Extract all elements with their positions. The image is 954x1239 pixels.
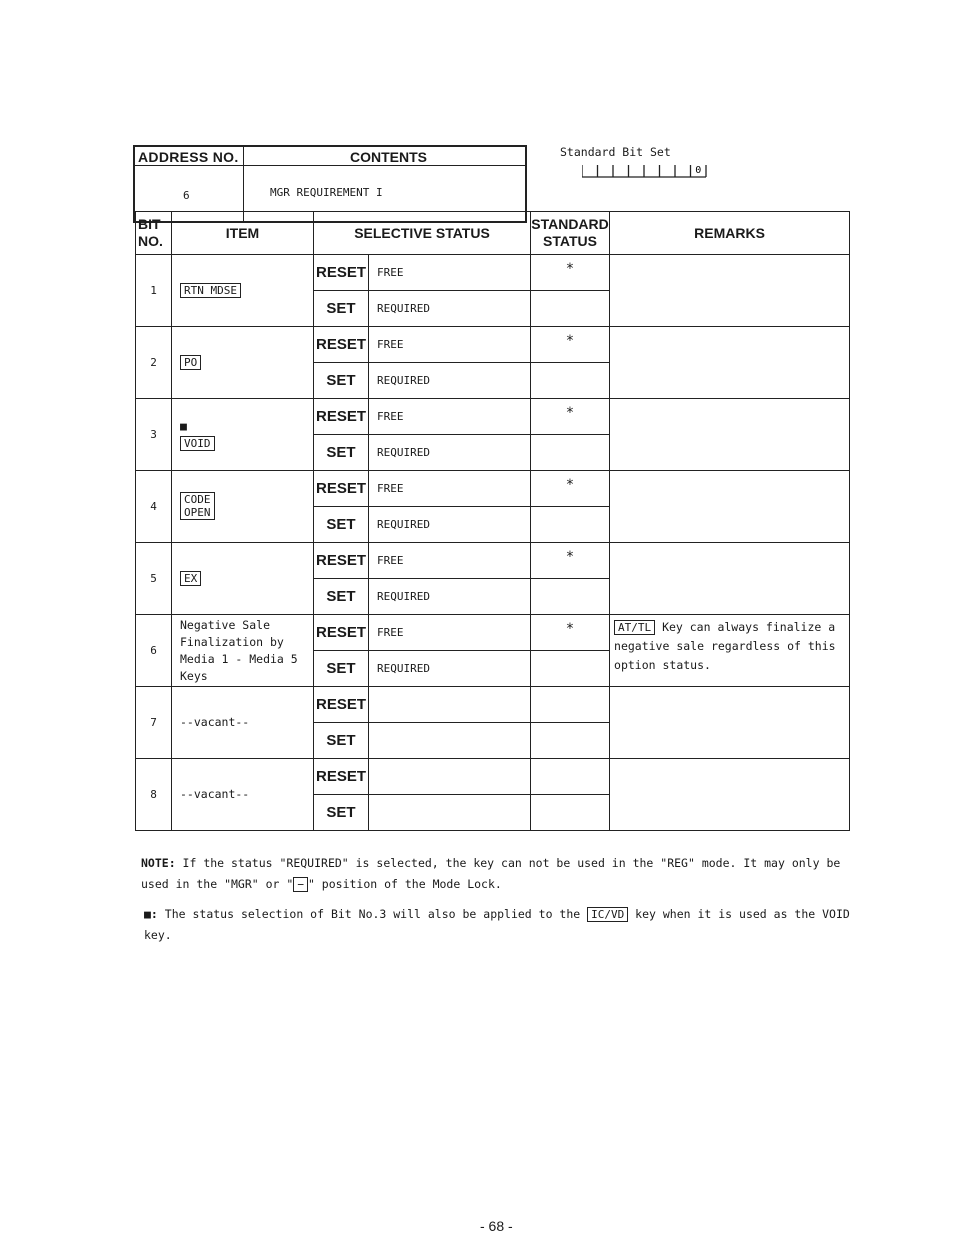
- standard-mark: *: [531, 399, 610, 435]
- note-text-a: If the status "REQUIRED" is selected, the key can not be used in the "REG" mode. It may only be used in the "MGR" or ": [141, 856, 841, 891]
- contents-label: CONTENTS: [350, 149, 427, 165]
- item-cell: [172, 471, 314, 543]
- standard-header-line1: STANDARD: [531, 216, 609, 232]
- item-cell: [172, 687, 314, 759]
- set-option: REQUIRED: [369, 507, 531, 543]
- table-row: [136, 399, 850, 435]
- remarks-cell: [610, 759, 850, 831]
- set-label: SET: [314, 579, 369, 615]
- mode-lock-minus-key: −: [293, 877, 308, 892]
- standard-mark: *: [531, 615, 610, 651]
- bit-number: 3: [136, 399, 172, 471]
- set-option: [369, 795, 531, 831]
- reset-option: [369, 687, 531, 723]
- contents-value: MGR REQUIREMENT I: [270, 186, 383, 199]
- set-label: SET: [314, 723, 369, 759]
- reset-option: [369, 759, 531, 795]
- ic-vd-key: IC/VD: [587, 907, 628, 922]
- note-bit3-tag: ■:: [144, 907, 158, 921]
- reset-label: RESET: [314, 687, 369, 723]
- remarks-text: Key can always finalize a negative sale regardless of this option status.: [614, 620, 836, 672]
- set-label: SET: [314, 795, 369, 831]
- table-row: [136, 471, 850, 507]
- bit-table: [135, 211, 850, 831]
- remarks-cell: [610, 471, 850, 543]
- set-label: SET: [314, 435, 369, 471]
- address-no-value: 6: [183, 189, 190, 202]
- item-text: --vacant--: [180, 787, 250, 801]
- reset-option: FREE: [369, 255, 531, 291]
- item-header: ITEM: [172, 212, 314, 255]
- bit-number: 6: [136, 615, 172, 687]
- bit-number: 5: [136, 543, 172, 615]
- bit-number: 8: [136, 759, 172, 831]
- item-key-label: [180, 436, 215, 451]
- reset-label: RESET: [314, 399, 369, 435]
- table-row: [136, 543, 850, 579]
- reset-option: FREE: [369, 543, 531, 579]
- reset-option: FREE: [369, 399, 531, 435]
- item-key-line: VOID: [184, 436, 211, 450]
- reset-label: RESET: [314, 471, 369, 507]
- standard-status-header: [531, 212, 610, 255]
- standard-set-cell: [531, 795, 610, 831]
- reset-option: FREE: [369, 615, 531, 651]
- remarks-cell: [610, 327, 850, 399]
- remarks-cell: [610, 399, 850, 471]
- standard-mark: *: [531, 255, 610, 291]
- table-row: [136, 255, 850, 291]
- item-key-line: CODE: [184, 493, 211, 506]
- note-bit3: [144, 904, 864, 946]
- remarks-header: REMARKS: [610, 212, 850, 255]
- standard-set-cell: [531, 507, 610, 543]
- item-key-line: PO: [184, 356, 198, 369]
- set-label: SET: [314, 651, 369, 687]
- set-option: [369, 723, 531, 759]
- bit-number: 2: [136, 327, 172, 399]
- set-label: SET: [314, 291, 369, 327]
- item-key-label: [180, 571, 201, 586]
- bit-header-line2: NO.: [138, 233, 163, 249]
- bit-value: 0: [695, 165, 702, 176]
- item-cell: [172, 759, 314, 831]
- item-key-label: [180, 355, 201, 370]
- bit-header-line1: BIT: [138, 216, 161, 232]
- note-bit3-text-a: The status selection of Bit No.3 will also be applied to the: [157, 907, 588, 921]
- table-row: [136, 327, 850, 363]
- bit-number: 1: [136, 255, 172, 327]
- standard-header-line2: STATUS: [543, 233, 597, 249]
- standard-mark: *: [531, 327, 610, 363]
- bit-no-header: [136, 212, 172, 255]
- standard-set-cell: [531, 363, 610, 399]
- standard-set-cell: [531, 291, 610, 327]
- remarks-cell: [610, 615, 850, 687]
- standard-mark: *: [531, 543, 610, 579]
- set-option: REQUIRED: [369, 291, 531, 327]
- note-tag: NOTE:: [141, 856, 176, 870]
- standard-set-cell: [531, 723, 610, 759]
- item-key-label: [180, 492, 215, 520]
- item-cell: [172, 615, 314, 687]
- note-bit3-text-b: key when it is used as the VOID key.: [144, 907, 850, 942]
- set-option: REQUIRED: [369, 579, 531, 615]
- reset-label: RESET: [314, 543, 369, 579]
- selective-status-header: SELECTIVE STATUS: [314, 212, 531, 255]
- table-header-row: [136, 212, 850, 255]
- item-cell: [172, 327, 314, 399]
- standard-set-cell: [531, 651, 610, 687]
- item-cell: [172, 399, 314, 471]
- standard-set-cell: [531, 435, 610, 471]
- remarks-cell: [610, 543, 850, 615]
- reset-label: RESET: [314, 615, 369, 651]
- item-cell: [172, 543, 314, 615]
- item-key-line: EX: [184, 572, 198, 585]
- reset-label: RESET: [314, 327, 369, 363]
- address-no-label: ADDRESS NO.: [138, 149, 239, 165]
- set-label: SET: [314, 363, 369, 399]
- reset-option: FREE: [369, 327, 531, 363]
- standard-set-cell: [531, 579, 610, 615]
- at-tl-key: AT/TL: [614, 620, 655, 635]
- table-body: [136, 255, 850, 831]
- page-number: - 68 -: [480, 1218, 513, 1234]
- reset-label: RESET: [314, 759, 369, 795]
- item-key-line: OPEN: [184, 506, 211, 519]
- set-option: REQUIRED: [369, 363, 531, 399]
- table-row: [136, 615, 850, 651]
- reset-label: RESET: [314, 255, 369, 291]
- standard-bit-set-label: Standard Bit Set: [560, 145, 671, 159]
- note-text-b: " position of the Mode Lock.: [307, 877, 502, 891]
- remarks-cell: [610, 687, 850, 759]
- table-row: [136, 687, 850, 723]
- standard-mark: [531, 759, 610, 795]
- reset-option: FREE: [369, 471, 531, 507]
- bit-footnote-mark: ■: [180, 418, 187, 433]
- item-key-label: [180, 283, 241, 298]
- bit-number: 4: [136, 471, 172, 543]
- set-label: SET: [314, 507, 369, 543]
- set-option: REQUIRED: [369, 651, 531, 687]
- item-text: --vacant--: [180, 715, 250, 729]
- bit-number: 7: [136, 687, 172, 759]
- standard-mark: *: [531, 471, 610, 507]
- item-cell: [172, 255, 314, 327]
- standard-mark: [531, 687, 610, 723]
- item-text: Negative Sale Finalization by Media 1 - Media 5 Keys: [180, 617, 298, 683]
- table-row: [136, 759, 850, 795]
- remarks-cell: [610, 255, 850, 327]
- note-required: [141, 853, 861, 895]
- item-key-line: RTN MDSE: [184, 284, 237, 297]
- set-option: REQUIRED: [369, 435, 531, 471]
- standard-bit-boxes: [582, 162, 707, 178]
